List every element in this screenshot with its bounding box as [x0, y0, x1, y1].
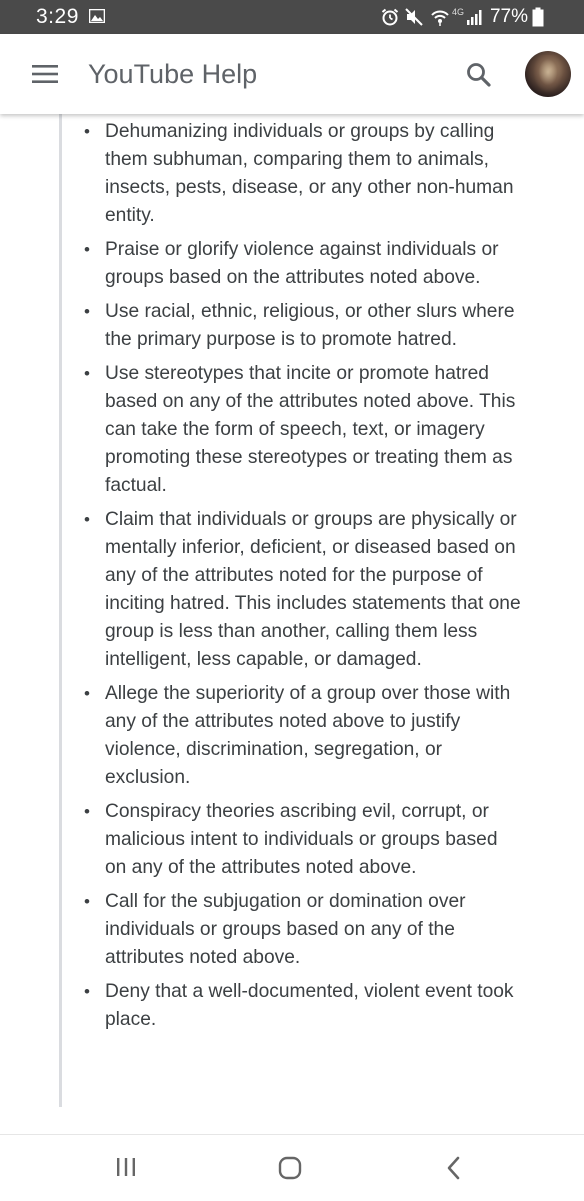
list-item: • Praise or glorify violence against individuals or groups based on the attributes noted above. [84, 236, 524, 292]
list-item: • Claim that individuals or groups are physically or mentally inferior, deficient, or diseased based on any of the attributes noted for the purpose of inciting hatred. This includes statements that one group is less than another, calling them less intelligent, less capable, or damaged. [84, 506, 524, 674]
page-title: YouTube Help [88, 59, 258, 89]
network-type: 4G [451, 7, 464, 17]
list-item: • Use racial, ethnic, religious, or other slurs where the primary purpose is to promote hatred. [84, 298, 524, 354]
home-icon[interactable] [277, 1155, 303, 1186]
list-item: • Allege the superiority of a group over those with any of the attributes noted above to justify violence, discrimination, segregation, or exclusion. [84, 680, 524, 792]
help-article-content [0, 114, 584, 1114]
app-bar [0, 34, 584, 114]
list-item: • Conspiracy theories ascribing evil, corrupt, or malicious intent to individuals or groups based on any of the attributes noted above. [84, 798, 524, 882]
system-nav-bar [0, 1134, 584, 1201]
indent-rule [59, 114, 62, 1107]
menu-icon[interactable] [32, 64, 58, 84]
policy-bullet-list [84, 118, 524, 1040]
search-icon[interactable] [466, 62, 492, 88]
status-bar [0, 0, 584, 34]
battery-percent: 77% [489, 6, 528, 27]
wifi-icon [430, 7, 450, 27]
back-icon[interactable] [444, 1155, 464, 1186]
signal-icon [466, 8, 484, 26]
list-item: • Dehumanizing individuals or groups by calling them subhuman, comparing them to animals, insects, pests, disease, or any other non-human entity. [84, 118, 524, 230]
list-item: • Call for the subjugation or domination over individuals or groups based on any of the attributes noted above. [84, 888, 524, 972]
list-item: • Use stereotypes that incite or promote hatred based on any of the attributes noted above. This can take the form of speech, text, or imagery promoting these stereotypes or treating them as factual. [84, 360, 524, 500]
mute-icon [404, 7, 424, 27]
battery-icon [532, 7, 544, 27]
status-time: 3:29 [36, 5, 79, 28]
list-item: • Deny that a well-documented, violent event took place. [84, 978, 524, 1034]
avatar[interactable] [525, 51, 571, 97]
recents-icon[interactable] [114, 1155, 138, 1184]
gallery-icon [89, 9, 105, 23]
status-icons [380, 5, 544, 29]
alarm-icon [380, 7, 400, 27]
